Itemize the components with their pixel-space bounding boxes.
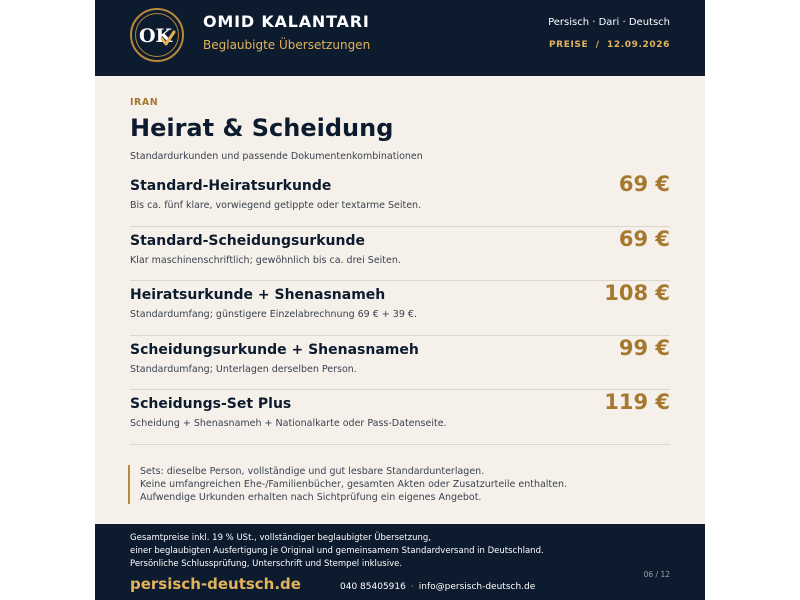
price-sheet-page xyxy=(95,0,705,600)
email-link[interactable]: info@persisch-deutsch.de xyxy=(418,582,536,592)
item-name: Scheidungs-Set Plus xyxy=(130,396,292,412)
item-price: 119 € xyxy=(604,390,670,414)
website-link[interactable]: persisch-deutsch.de xyxy=(130,575,301,593)
price-item xyxy=(130,390,670,445)
page-title: Heirat & Scheidung xyxy=(130,114,394,142)
price-date: PREISE / 12.09.2026 xyxy=(548,40,670,50)
price-list xyxy=(130,172,670,445)
item-price: 69 € xyxy=(618,226,670,251)
note-line: Aufwendige Urkunden erhalten nach Sichtprüfung ein eigenes Angebot. xyxy=(140,492,482,503)
item-description: Scheidung + Shenasnameh + Nationalkarte oder Pass-Datenseite. xyxy=(130,418,447,429)
logo xyxy=(130,8,184,62)
note-line: Sets: dieselbe Person, vollständige und gut lesbare Standardunterlagen. xyxy=(140,466,485,477)
footer-line: Gesamtpreise inkl. 19 % USt., vollständiger beglaubigter Übersetzung, xyxy=(130,533,431,543)
brand-name: OMID KALANTARI xyxy=(203,12,370,31)
item-price: 108 € xyxy=(604,281,670,305)
logo-text: OK xyxy=(139,25,173,47)
languages: Persisch · Dari · Deutsch xyxy=(548,17,670,28)
price-item xyxy=(130,227,670,282)
footer-line: einer beglaubigten Ausfertigung je Original und gemeinsamem Standardversand in Deutschland. xyxy=(130,546,544,556)
item-description: Klar maschinenschriftlich; gewöhnlich bis ca. drei Seiten. xyxy=(130,254,401,266)
brand-subtitle: Beglaubigte Übersetzungen xyxy=(203,38,371,52)
item-description: Standardumfang; Unterlagen derselben Person. xyxy=(130,363,357,375)
page-number: 06 / 12 xyxy=(643,570,670,579)
price-item xyxy=(130,281,670,336)
price-item xyxy=(130,172,670,227)
conditions-note xyxy=(128,465,567,504)
section-kicker: IRAN xyxy=(130,97,159,108)
item-name: Scheidungsurkunde + Shenasnameh xyxy=(130,341,419,358)
item-price: 99 € xyxy=(618,335,670,360)
price-item xyxy=(130,336,670,391)
note-line: Keine umfangreichen Ehe-/Familienbücher, gesamten Akten oder Zusatzurteile enthalten. xyxy=(140,479,568,490)
page-subtitle: Standardurkunden und passende Dokumentenkombinationen xyxy=(130,151,423,162)
item-description: Standardumfang; günstigere Einzelabrechnung 69 € + 39 €. xyxy=(130,309,417,320)
item-price: 69 € xyxy=(618,172,670,196)
footer-terms xyxy=(130,532,544,571)
ok-check-icon xyxy=(137,15,177,55)
header xyxy=(95,0,705,76)
contact-info xyxy=(340,582,535,592)
item-name: Heiratsurkunde + Shenasnameh xyxy=(130,287,386,303)
item-name: Standard-Scheidungsurkunde xyxy=(130,232,365,249)
logo-badge-icon xyxy=(135,13,179,57)
footer xyxy=(95,524,705,600)
item-description: Bis ca. fünf klare, vorwiegend getippte oder textarme Seiten. xyxy=(130,200,422,211)
item-name: Standard-Heiratsurkunde xyxy=(130,178,332,194)
phone-number[interactable]: 040 85405916 xyxy=(340,582,406,592)
footer-line: Persönliche Schlussprüfung, Unterschrift und Stempel inklusive. xyxy=(130,559,403,569)
contact-separator: · xyxy=(410,582,414,592)
